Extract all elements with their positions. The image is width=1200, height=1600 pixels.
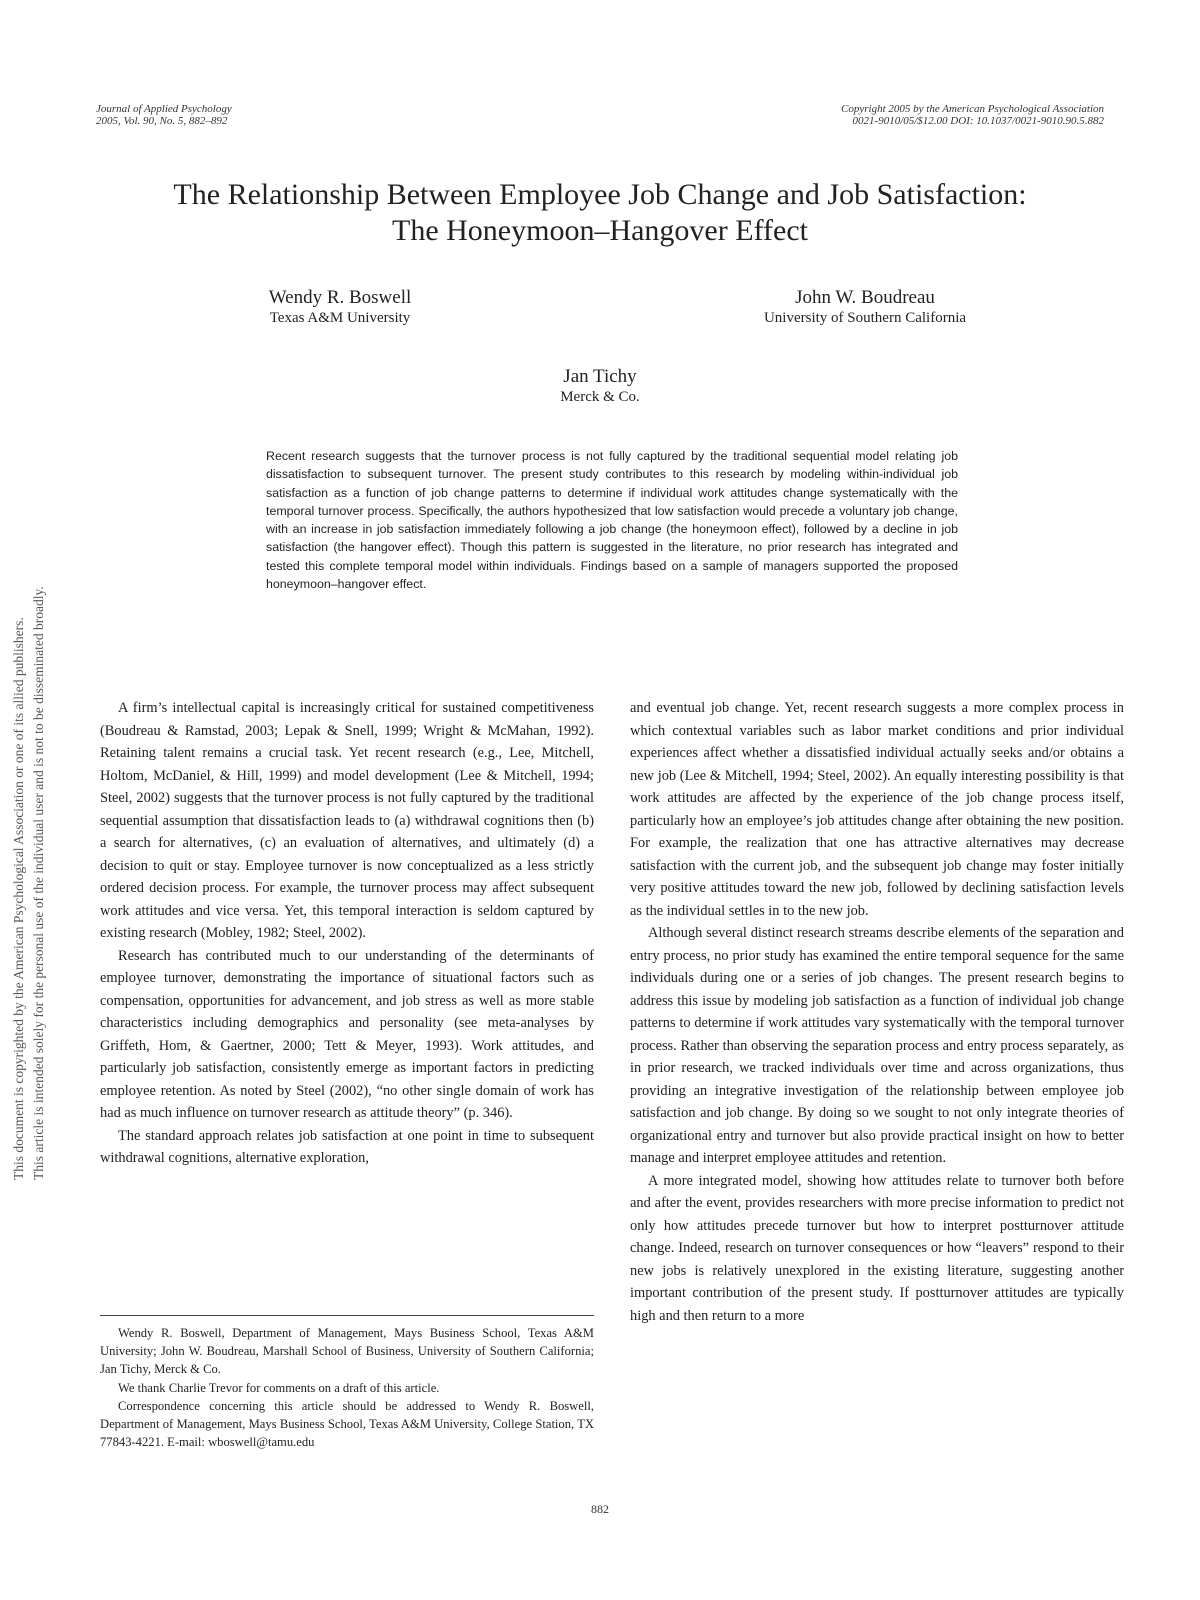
body-column-left <box>100 697 594 1170</box>
watermark-line-2: This article is intended solely for the personal use of the individual user and is not to be disseminated broadly. <box>31 586 46 1180</box>
title-line-2: The Honeymoon–Hangover Effect <box>392 214 808 247</box>
journal-citation: 2005, Vol. 90, No. 5, 882–892 <box>96 115 228 127</box>
author-affiliation: University of Southern California <box>763 310 967 326</box>
author-block-2 <box>720 287 1010 328</box>
body-paragraph: Although several distinct research streams describe elements of the separation and entry process, no prior study has examined the entire temporal sequence for the same individuals during one or a series of job changes. The present research begins to address this issue by modeling job satisfaction as a function of individual job change patterns to determine if work attitudes vary systematically with the temporal turnover process. Rather than observing the separation process and entry process separately, as in prior research, we tracked individuals over time and across organizations, thus providing an integrative investigation of the relationship between employee job satisfaction and job change. By doing so we sought to not only integrate theories of organizational entry and turnover but also provide practical insight on how to better manage and interpret employee attitudes and retention. <box>630 925 1124 1166</box>
footnote-correspondence: Correspondence concerning this article should be addressed to Wendy R. Boswell, Department of Management, Mays Business School, Texas A&M University, College Station, TX 77843-4221. E-mail: wboswell@tamu.edu <box>100 1398 594 1450</box>
author-block-1 <box>230 287 450 328</box>
author-name: Wendy R. Boswell <box>268 287 412 308</box>
footnote-divider <box>100 1315 594 1316</box>
body-paragraph: A more integrated model, showing how attitudes relate to turnover both before and after the event, provides researchers with more precise information to predict not only how attitudes precede turnover but how to interpret postturnover attitude change. Indeed, research on turnover consequences or how “leavers” respond to their new jobs is relatively unexplored in the existing literature, suggesting another important contribution of the present study. If postturnover attitudes are typically high and then return to a more <box>630 1172 1124 1324</box>
author-name: John W. Boudreau <box>795 287 935 308</box>
footnote-affiliations: Wendy R. Boswell, Department of Management, Mays Business School, Texas A&M University; John W. Boudreau, Marshall School of Business, University of Southern California; Jan Tichy, Merck & Co. <box>100 1326 594 1377</box>
author-affiliation: Texas A&M University <box>269 310 411 326</box>
body-column-right <box>630 697 1124 1327</box>
author-name: Jan Tichy <box>563 366 637 387</box>
watermark-line-1: This document is copyrighted by the American Psychological Association or one of its allied publishers. <box>11 617 26 1180</box>
copyright-notice: Copyright 2005 by the American Psychological Association <box>841 103 1104 115</box>
title-line-1: The Relationship Between Employee Job Change and Job Satisfaction: <box>173 178 1027 211</box>
doi-line: 0021-9010/05/$12.00 DOI: 10.1037/0021-9010.90.5.882 <box>852 115 1104 127</box>
author-block-3 <box>500 366 700 407</box>
running-header-left <box>96 103 232 127</box>
running-header-right <box>841 103 1104 127</box>
footnote-acknowledgment: We thank Charlie Trevor for comments on a draft of this article. <box>118 1380 440 1395</box>
article-title <box>100 177 1100 249</box>
abstract: Recent research suggests that the turnover process is not fully captured by the traditional sequential model relating job dissatisfaction to subsequent turnover. The present study contributes to this research by modeling within-individual job satisfaction as a function of job change patterns to determine if individual work attitudes change systematically with the temporal turnover process. Specifically, the authors hypothesized that low satisfaction would precede a voluntary job change, with an increase in job satisfaction immediately following a job change (the honeymoon effect), followed by a decline in job satisfaction (the hangover effect). Though this pattern is suggested in the literature, no prior research has integrated and tested this complete temporal model within individuals. Findings based on a sample of managers supported the proposed honeymoon–hangover effect. <box>266 449 958 592</box>
page-number: 882 <box>591 1502 609 1516</box>
journal-name: Journal of Applied Psychology <box>96 103 232 115</box>
author-affiliation: Merck & Co. <box>560 389 640 405</box>
body-paragraph: The standard approach relates job satisfaction at one point in time to subsequent withdrawal cognitions, alternative exploration, <box>100 1127 594 1166</box>
body-paragraph: and eventual job change. Yet, recent research suggests a more complex process in which contextual variables such as labor market conditions and prior individual experiences affect whether a dissatisfied individual actually seeks and/or obtains a new job (Lee & Mitchell, 1994; Steel, 2002). An equally interesting possibility is that work attitudes are affected by the experience of the job change process itself, particularly how an employee’s job attitudes change after obtaining the new position. For example, the realization that one has attractive alternatives may decrease satisfaction with the current job, and the subsequent job change may foster initially very positive attitudes toward the new job, followed by declining satisfaction levels as the individual settles in to the new job. <box>630 700 1124 919</box>
author-footnotes <box>100 1315 594 1451</box>
copyright-watermark <box>9 420 49 1180</box>
body-paragraph: Research has contributed much to our understanding of the determinants of employee turnover, demonstrating the importance of situational factors such as compensation, opportunities for advancement, and job stress as well as more stable characteristics including demographics and personality (see meta-analyses by Griffeth, Hom, & Gaertner, 2000; Tett & Meyer, 1993). Work attitudes, and particularly job satisfaction, consistently emerge as important factors in predicting employee retention. As noted by Steel (2002), “no other single domain of work has had as much influence on turnover research as attitude theory” (p. 346). <box>100 947 594 1121</box>
body-paragraph: A firm’s intellectual capital is increasingly critical for sustained competitiveness (Boudreau & Ramstad, 2003; Lepak & Snell, 1999; Wright & McMahan, 1992). Retaining talent remains a crucial task. Yet recent research (e.g., Lee, Mitchell, Holtom, McDaniel, & Hill, 1999) and model development (Lee & Mitchell, 1994; Steel, 2002) suggests that the turnover process is not fully captured by the traditional sequential assumption that dissatisfaction leads to (a) withdrawal cognitions then (b) a search for alternatives, (c) an evaluation of alternatives, and ultimately (d) a decision to quit or stay. Employee turnover is now conceptualized as a less strictly ordered decision process. For example, the turnover process may affect subsequent work attitudes and vice versa. Yet, this temporal interaction is seldom captured by existing research (Mobley, 1982; Steel, 2002). <box>100 700 594 941</box>
